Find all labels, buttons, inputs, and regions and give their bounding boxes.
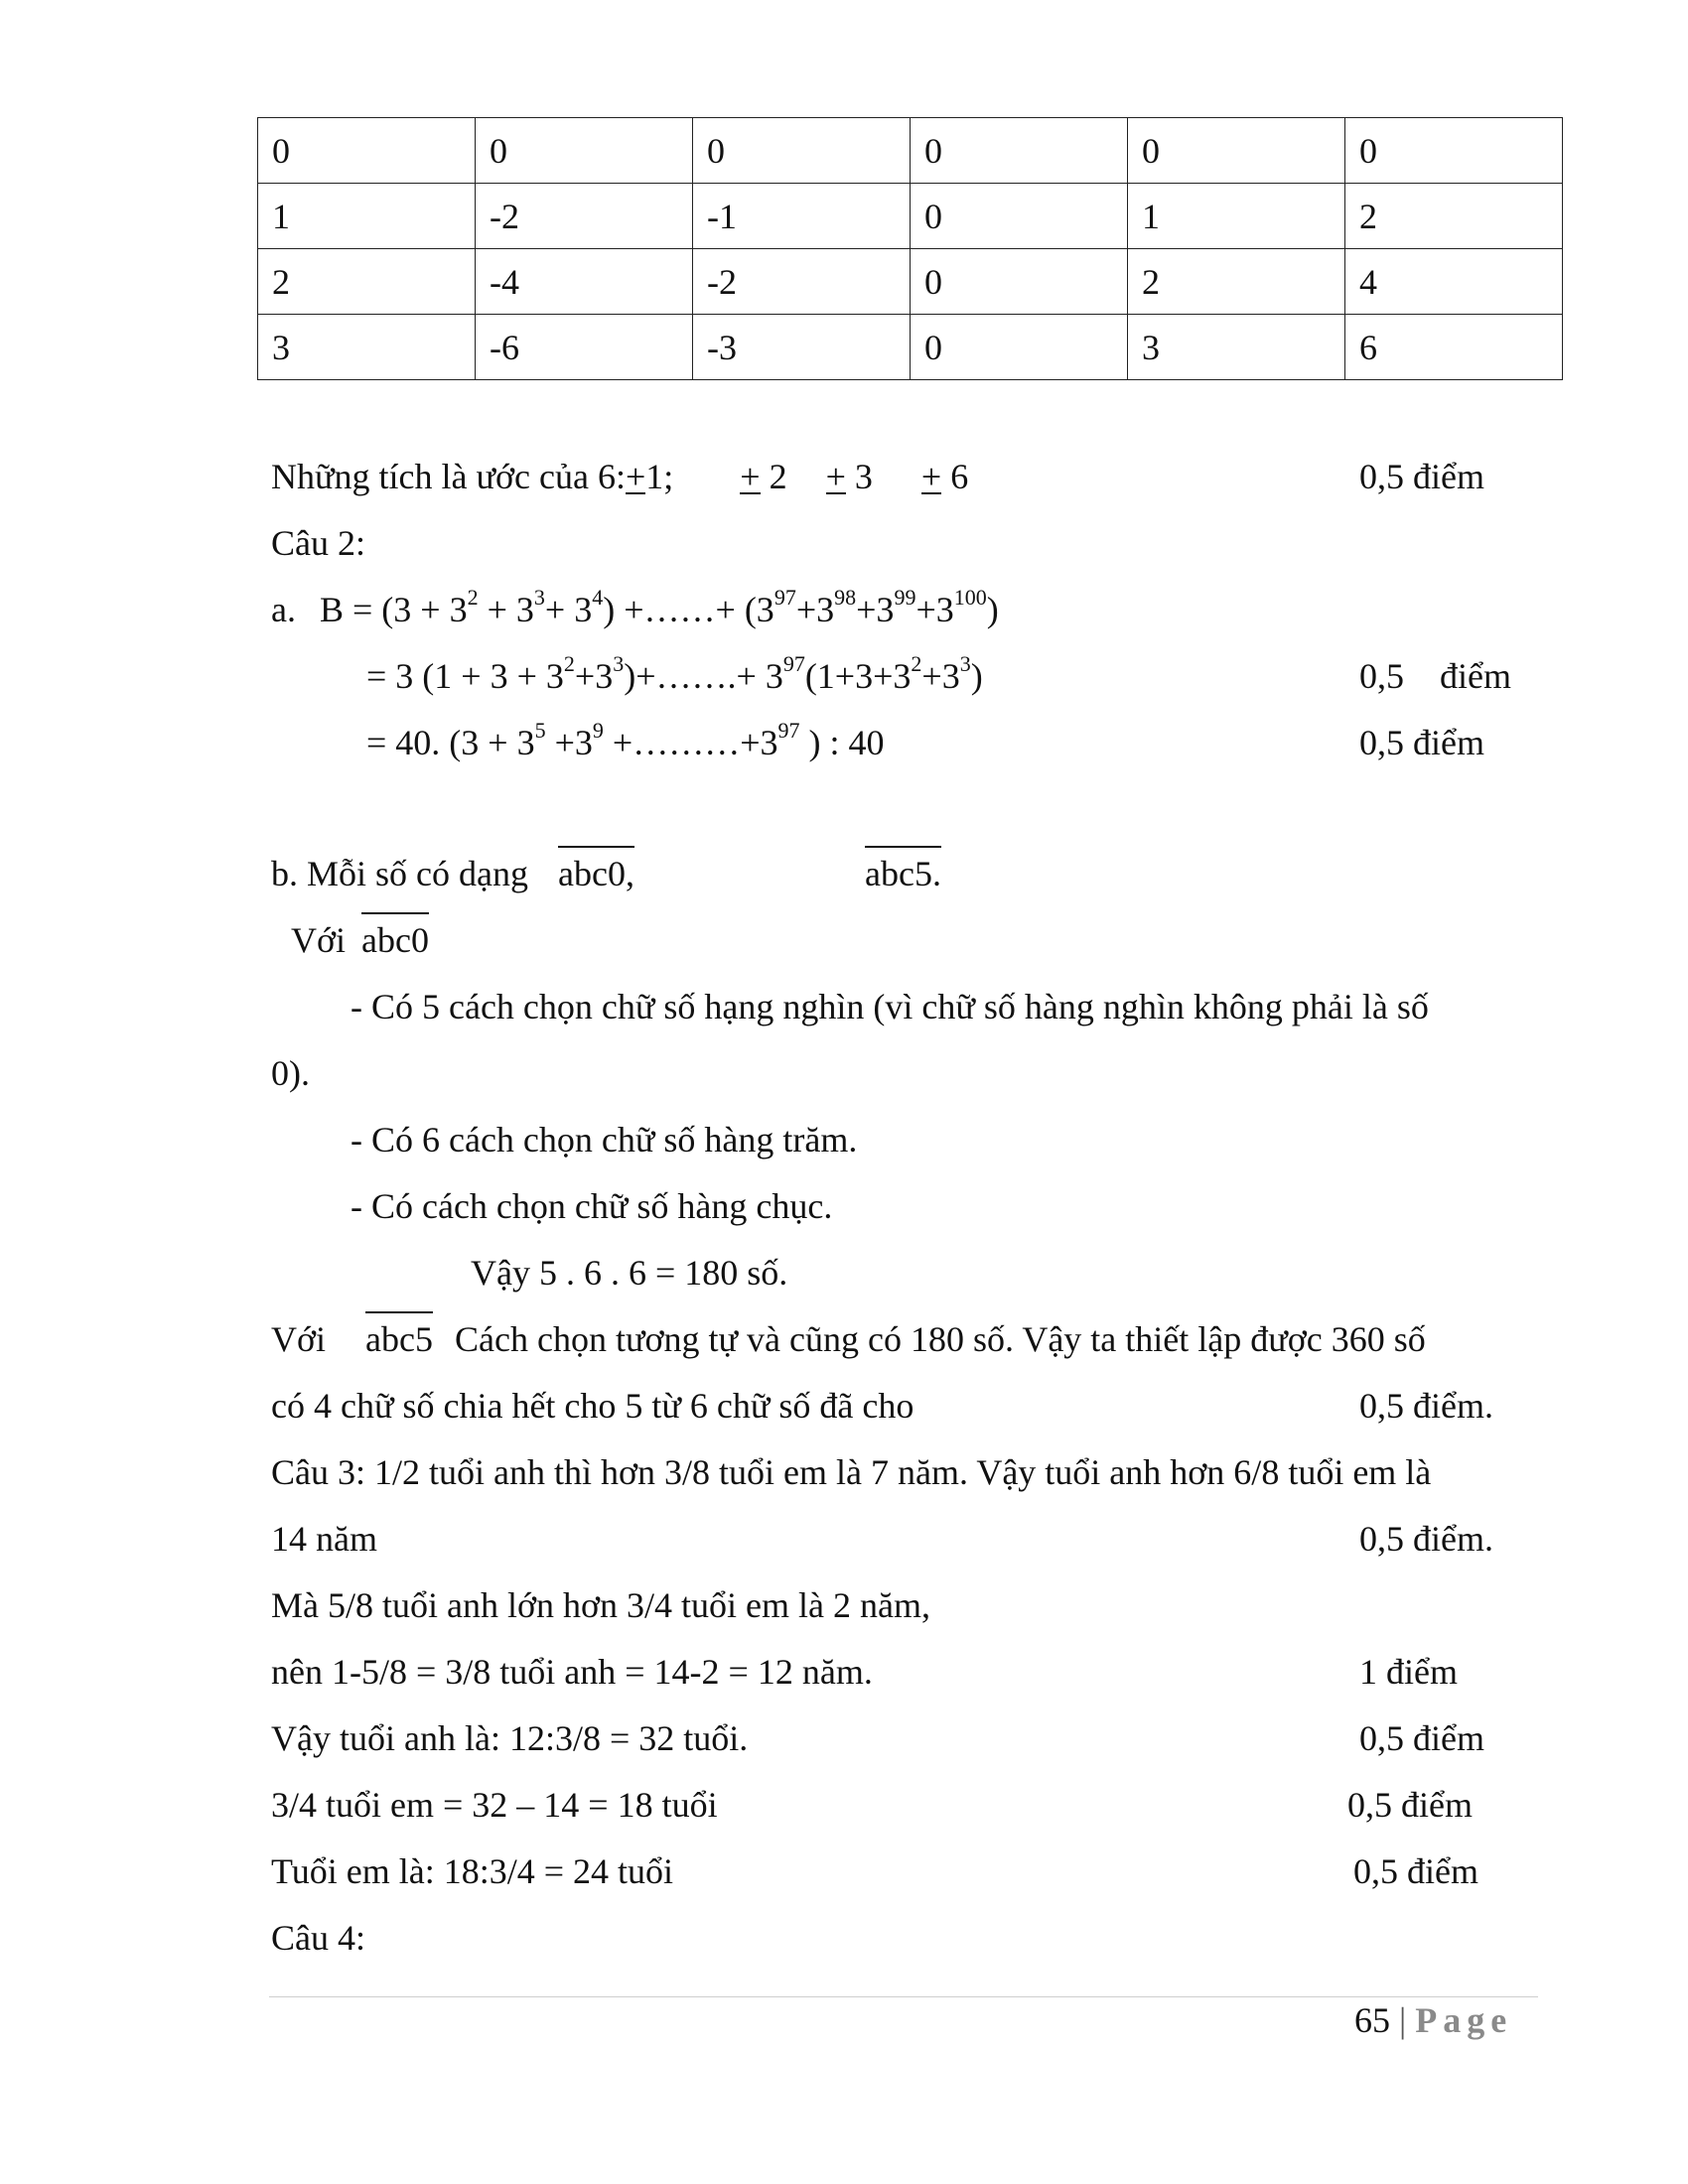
table-cell: 0 (1345, 118, 1563, 184)
plus-minus-sign: + (825, 457, 846, 496)
product-table (257, 117, 1563, 380)
q2b-line-4: 0). (271, 1053, 310, 1093)
q4-title: Câu 4: (271, 1918, 365, 1958)
q1-value-2: 2 (760, 457, 787, 496)
table-cell: 0 (258, 118, 476, 184)
overlined-number: abc5 (365, 1317, 433, 1361)
footer-divider (269, 1996, 1538, 1997)
q3-line-5: Vậy tuổi anh là: 12:3/8 = 32 tuổi. (271, 1718, 749, 1758)
table-cell: 4 (1345, 249, 1563, 315)
table-cell: -2 (476, 184, 693, 249)
q1-line (271, 455, 968, 498)
table-cell: -2 (693, 249, 911, 315)
q2b-line-8: Với abc5 Cách chọn tương tự và cũng có 180 số. Vậy ta thiết lập được 360 số (271, 1317, 1426, 1361)
score: 0,5 điểm (1353, 1851, 1478, 1891)
table-cell: -6 (476, 315, 693, 380)
score: 0,5 điểm (1359, 1718, 1484, 1758)
table-cell: 2 (258, 249, 476, 315)
page-footer (1354, 1999, 1512, 2041)
table-cell: 6 (1345, 315, 1563, 380)
q2b-line-6: - Có cách chọn chữ số hàng chục. (351, 1186, 833, 1226)
table-cell: 2 (1128, 249, 1345, 315)
q2b-line-9: có 4 chữ số chia hết cho 5 từ 6 chữ số đã cho (271, 1386, 914, 1426)
table-cell: 0 (911, 118, 1128, 184)
q3-line-3: Mà 5/8 tuổi anh lớn hơn 3/4 tuổi em là 2 năm, (271, 1585, 930, 1625)
q3-line-6: 3/4 tuổi em = 32 – 14 = 18 tuổi (271, 1785, 718, 1825)
table-cell: 1 (258, 184, 476, 249)
table-cell: 1 (1128, 184, 1345, 249)
q3-line-4: nên 1-5/8 = 3/8 tuổi anh = 14-2 = 12 năm. (271, 1652, 873, 1692)
score: 0,5 điểm. (1359, 1519, 1493, 1559)
table-row (258, 184, 1563, 249)
footer-separator: | (1399, 2000, 1407, 2040)
plus-minus-sign: + (625, 457, 646, 496)
q3-line-1: Câu 3: 1/2 tuổi anh thì hơn 3/8 tuổi em là 7 năm. Vậy tuổi anh hơn 6/8 tuổi em là (271, 1452, 1432, 1492)
score: 0,5 điểm (1359, 723, 1484, 762)
plus-minus-sign: + (920, 457, 942, 496)
plus-minus-sign: + (740, 457, 761, 496)
q2b-line-3: - Có 5 cách chọn chữ số hạng nghìn (vì chữ số hàng nghìn không phải là số (351, 987, 1429, 1026)
q2b-line-5: - Có 6 cách chọn chữ số hàng trăm. (351, 1120, 858, 1160)
q2b-line-7: Vậy 5 . 6 . 6 = 180 số. (471, 1253, 788, 1293)
q2a-line-2: = 3 $(1 + 3 + 3^2+3^3)+\dots\dots.+ 3^{97}(1+3+3^2+3^3)$ (366, 651, 983, 696)
q1-value-1: 1; (645, 457, 674, 496)
score: 0,5 điểm (1359, 656, 1511, 696)
score: 0,5 điểm. (1359, 1386, 1493, 1426)
table-cell: 2 (1345, 184, 1563, 249)
table-row (258, 249, 1563, 315)
table-row (258, 118, 1563, 184)
table-row (258, 315, 1563, 380)
q3-line-7: Tuổi em là: 18:3/4 = 24 tuổi (271, 1851, 673, 1891)
q2b-number-abc5 (865, 852, 941, 895)
table-cell: 3 (258, 315, 476, 380)
q2-title: Câu 2: (271, 523, 365, 563)
table-cell: 0 (911, 249, 1128, 315)
table-cell: -3 (693, 315, 911, 380)
table-cell: 0 (911, 184, 1128, 249)
page-number: 65 (1354, 2000, 1390, 2040)
table-cell: 3 (1128, 315, 1345, 380)
q2a-line-3: = 40. ($3 + 3^5 +3^9$ $+\dots\dots\dots+3^{97}$ ) : 40 (366, 718, 885, 762)
q1-value-3: 3 (845, 457, 873, 496)
table-cell: 0 (1128, 118, 1345, 184)
table-cell: -1 (693, 184, 911, 249)
overlined-number: abc0, (558, 852, 634, 895)
q1-value-4: 6 (941, 457, 969, 496)
score: 0,5 điểm (1347, 1785, 1473, 1825)
page-label: Page (1415, 2000, 1513, 2040)
table-cell: 0 (911, 315, 1128, 380)
table-cell: -4 (476, 249, 693, 315)
score: 1 điểm (1359, 1652, 1458, 1692)
q2b-line-2: Với abc0 (291, 918, 429, 962)
overlined-number: abc5. (865, 852, 941, 895)
table-cell: 0 (476, 118, 693, 184)
q3-line-2: 14 năm (271, 1519, 377, 1559)
q1-text: Những tích là ước của 6: (271, 457, 626, 496)
overlined-number: abc0 (361, 918, 429, 962)
table-cell: 0 (693, 118, 911, 184)
score: 0,5 điểm (1359, 457, 1484, 496)
q2b-line-1: b. Mỗi số có dạng abc0, (271, 852, 634, 895)
q2a-line-1: a. $B = (3 + 3^2 + 3^3+ 3^4)$ +……+ $(3^{97}+3^{98}+3^{99}+3^{100})$ (271, 585, 999, 629)
